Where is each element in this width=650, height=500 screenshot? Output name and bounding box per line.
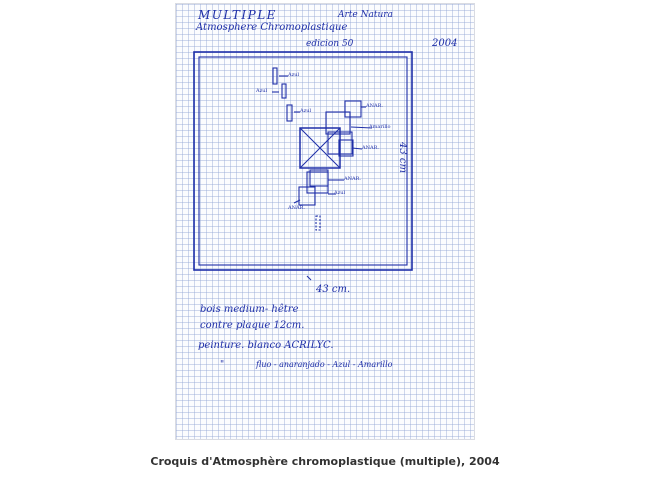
note-paint: peinture. blanco ACRILYC. xyxy=(198,340,334,351)
note-colors: fluo - anaranjado - Azul - Amarillo xyxy=(256,360,393,369)
outer-frame xyxy=(194,52,412,270)
image-caption: Croquis d'Atmosphère chromoplastique (multiple), 2004 xyxy=(150,455,500,468)
sketch-drawing xyxy=(176,4,474,439)
sketch-publisher: Arte Natura xyxy=(338,10,393,20)
bar-3 xyxy=(287,105,292,121)
sketch-subtitle: Atmosphere Chromoplastique xyxy=(196,22,348,33)
label-amarillo: Amarillo xyxy=(369,124,391,130)
inner-frame xyxy=(199,57,407,265)
note-plywood: contre plaque 12cm. xyxy=(200,320,305,331)
bar-1 xyxy=(273,68,277,84)
label-azul-2: Azul xyxy=(256,88,268,94)
square-top-small xyxy=(345,101,361,117)
label-azul-4: Azul xyxy=(334,190,346,196)
sketch-paper xyxy=(176,4,474,439)
label-anar-3: ANAR. xyxy=(344,176,361,182)
sketch-year: 2004 xyxy=(432,38,458,49)
dimension-horizontal: 43 cm. xyxy=(316,284,351,295)
label-azul-3: Azul xyxy=(300,108,312,114)
label-anar-1: ANAR. xyxy=(366,103,383,109)
note-ditto-mark: " xyxy=(220,360,225,370)
dimension-vertical: 43 cm xyxy=(397,142,408,173)
bar-2 xyxy=(282,84,286,98)
label-azul-1: Azul xyxy=(288,72,300,78)
label-anar-4: ANAR. xyxy=(288,205,305,211)
sketch-edition: edicion 50 xyxy=(306,39,354,49)
sketch-title: MULTIPLE xyxy=(198,8,277,22)
tail-mark xyxy=(316,216,320,230)
label-anar-2: ANAR. xyxy=(362,145,379,151)
note-material: bois medium- hêtre xyxy=(200,304,299,315)
